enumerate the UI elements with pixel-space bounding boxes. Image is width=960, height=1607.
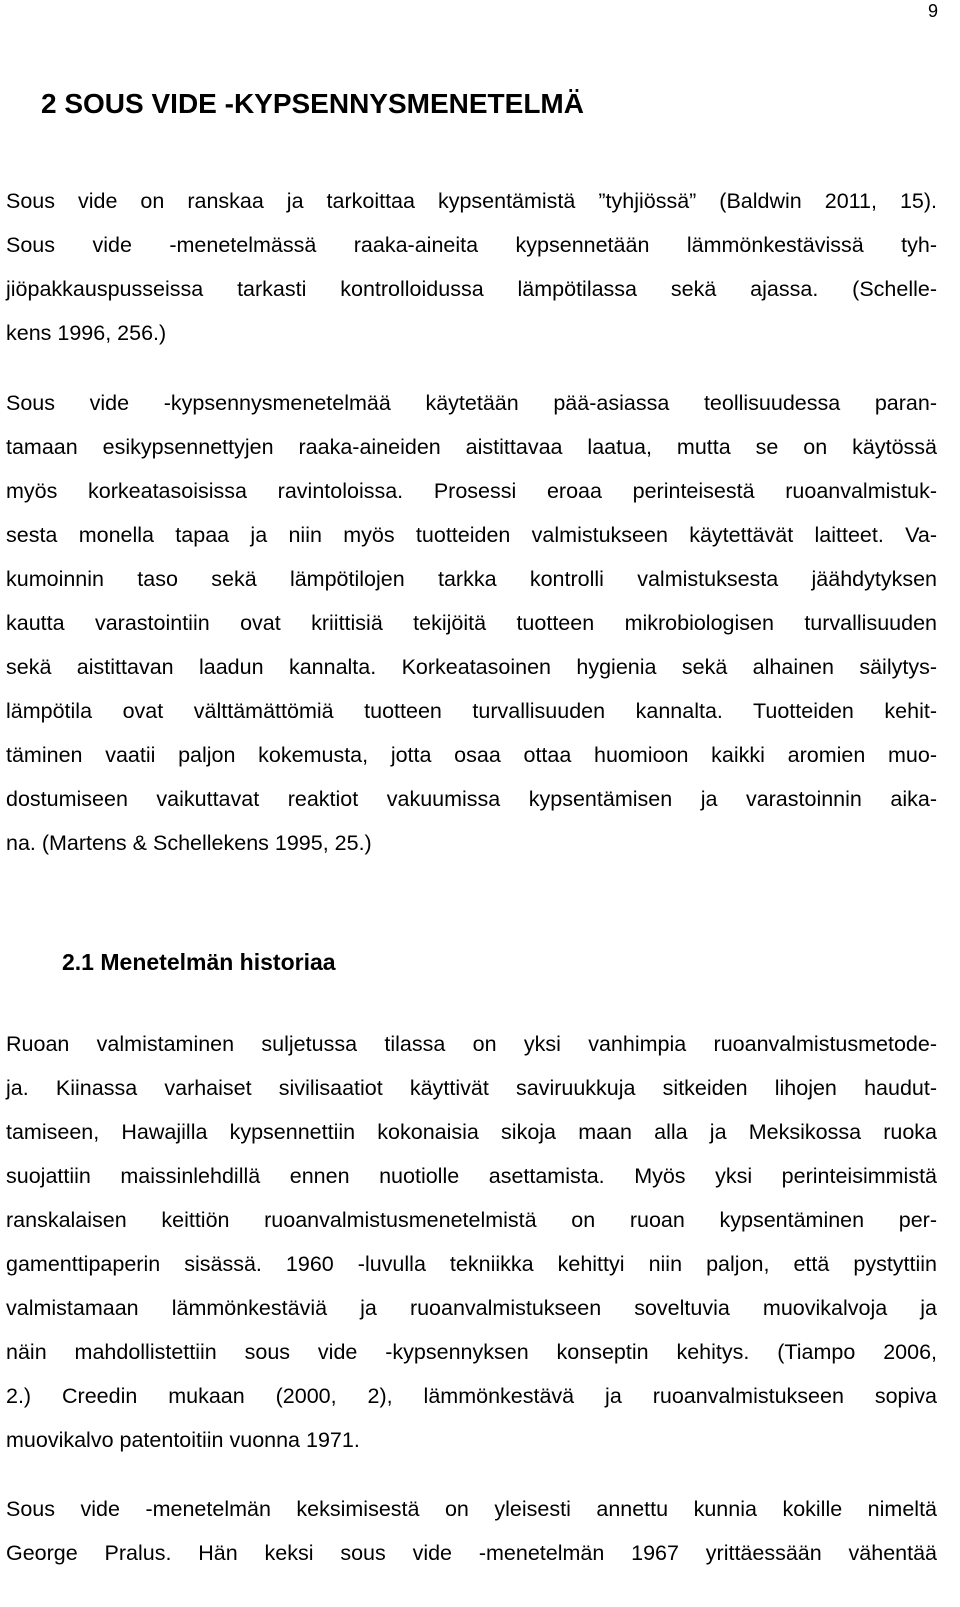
text-line: Sous vide -menetelmän keksimisestä on yleisesti annettu kunnia kokille nimeltä bbox=[6, 1497, 937, 1521]
text-line: Sous vide -kypsennysmenetelmää käytetään pää-asiassa teollisuudessa paran- bbox=[6, 391, 937, 415]
text-line: kautta varastointiin ovat kriittisiä tekijöitä tuotteen mikrobiologisen turvallisuuden bbox=[6, 611, 937, 635]
paragraph-2 bbox=[6, 381, 937, 865]
text-line: Ruoan valmistaminen suljetussa tilassa on yksi vanhimpia ruoanvalmistusmetode- bbox=[6, 1032, 937, 1056]
paragraph-1 bbox=[6, 179, 937, 355]
paragraph-3 bbox=[6, 1022, 937, 1462]
text-line: 2.) Creedin mukaan (2000, 2), lämmönkestävä ja ruoanvalmistukseen sopiva bbox=[6, 1384, 937, 1408]
text-line: gamenttipaperin sisässä. 1960 -luvulla tekniikka kehittyi niin paljon, että pystyttiin bbox=[6, 1252, 937, 1276]
text-line: dostumiseen vaikuttavat reaktiot vakuumissa kypsentämisen ja varastoinnin aika- bbox=[6, 787, 937, 811]
text-line: kumoinnin taso sekä lämpötilojen tarkka kontrolli valmistuksesta jäähdytyksen bbox=[6, 567, 937, 591]
text-line: täminen vaatii paljon kokemusta, jotta osaa ottaa huomioon kaikki aromien muo- bbox=[6, 743, 937, 767]
text-line: tamaan esikypsennettyjen raaka-aineiden aistittavaa laatua, mutta se on käytössä bbox=[6, 435, 937, 459]
text-line: Sous vide -menetelmässä raaka-aineita kypsennetään lämmönkestävissä tyh- bbox=[6, 233, 937, 257]
text-line: tamiseen, Hawajilla kypsennettiin kokonaisia sikoja maan alla ja Meksikossa ruoka bbox=[6, 1120, 937, 1144]
text-line: ranskalaisen keittiön ruoanvalmistusmenetelmistä on ruoan kypsentäminen per- bbox=[6, 1208, 937, 1232]
text-line: kens 1996, 256.) bbox=[6, 321, 167, 345]
text-line: jiöpakkauspusseissa tarkasti kontrolloidussa lämpötilassa sekä ajassa. (Schelle- bbox=[6, 277, 937, 301]
page-number: 9 bbox=[927, 1, 938, 21]
text-line: na. (Martens & Schellekens 1995, 25.) bbox=[6, 831, 372, 855]
text-line: Sous vide on ranskaa ja tarkoittaa kypsentämistä ”tyhjiössä” (Baldwin 2011, 15). bbox=[6, 189, 937, 213]
text-line: myös korkeatasoisissa ravintoloissa. Prosessi eroaa perinteisestä ruoanvalmistuk- bbox=[6, 479, 937, 503]
text-line: näin mahdollistettiin sous vide -kypsennyksen konseptin kehitys. (Tiampo 2006, bbox=[6, 1340, 937, 1364]
paragraph-4 bbox=[6, 1487, 937, 1575]
section-heading: 2.1 Menetelmän historiaa bbox=[62, 949, 336, 975]
text-line: valmistamaan lämmönkestäviä ja ruoanvalmistukseen soveltuvia muovikalvoja ja bbox=[6, 1296, 937, 1320]
text-line: suojattiin maissinlehdillä ennen nuotiolle asettamista. Myös yksi perinteisimmistä bbox=[6, 1164, 937, 1188]
text-line: George Pralus. Hän keksi sous vide -menetelmän 1967 yrittäessään vähentää bbox=[6, 1541, 937, 1565]
text-line: sekä aistittavan laadun kannalta. Korkeatasoinen hygienia sekä alhainen säilytys- bbox=[6, 655, 937, 679]
text-line: ja. Kiinassa varhaiset sivilisaatiot käyttivät saviruukkuja sitkeiden lihojen haudut- bbox=[6, 1076, 937, 1100]
text-line: lämpötila ovat välttämättömiä tuotteen turvallisuuden kannalta. Tuotteiden kehit- bbox=[6, 699, 937, 723]
text-line: sesta monella tapaa ja niin myös tuotteiden valmistukseen käytettävät laitteet. Va- bbox=[6, 523, 937, 547]
chapter-heading: 2 SOUS VIDE -KYPSENNYSMENETELMÄ bbox=[41, 88, 584, 119]
text-line: muovikalvo patentoitiin vuonna 1971. bbox=[6, 1428, 360, 1452]
